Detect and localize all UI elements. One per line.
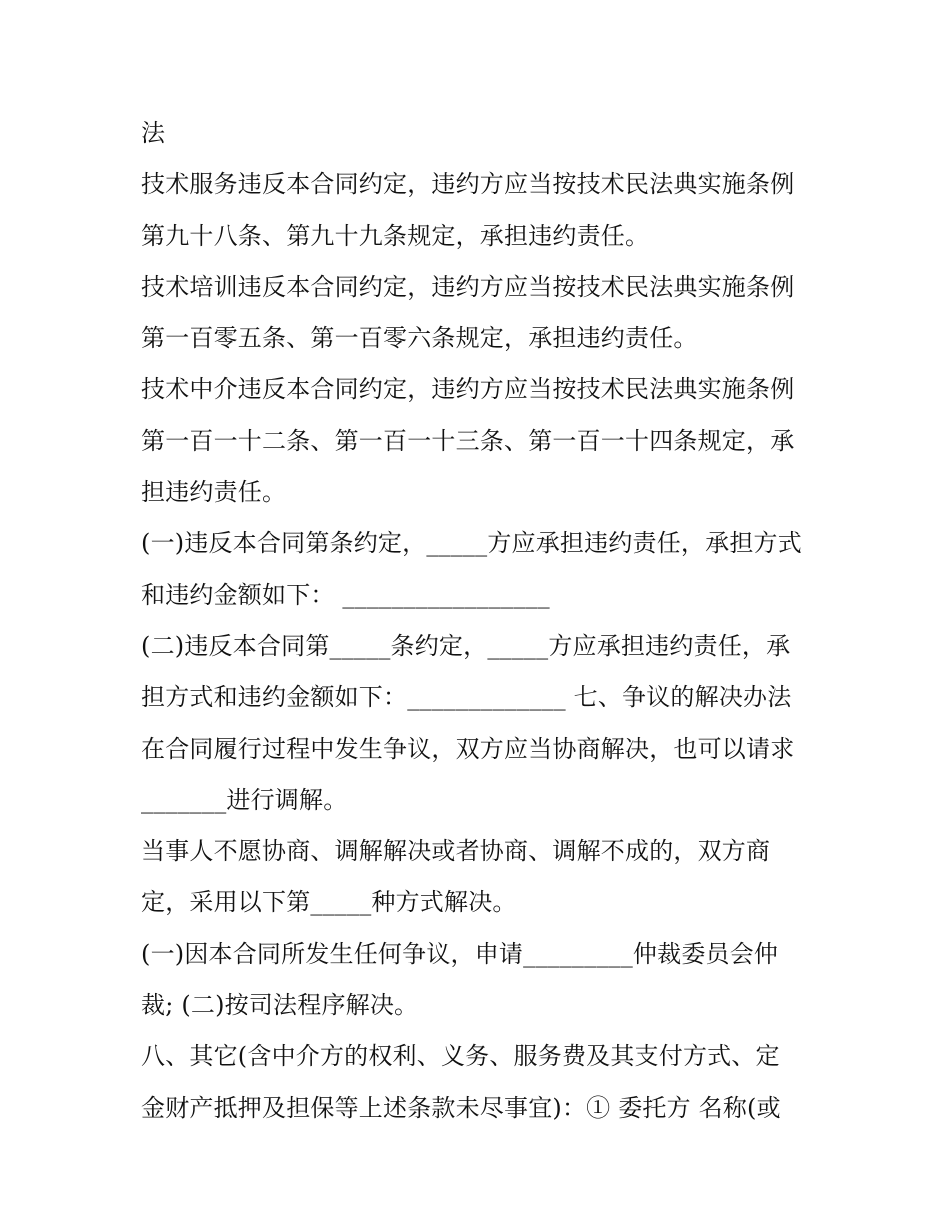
text-line-20: 金财产抵押及担保等上述条款未尽事宜)：① 委托方 名称(或 xyxy=(141,1093,781,1122)
text-line-1: 法 xyxy=(141,119,166,147)
text-line-8: 担违约责任。 xyxy=(141,478,287,507)
text-line-9: (一)违反本合同第条约定，_____方应承担违约责任，承担方式 xyxy=(141,529,802,558)
text-line-4: 技术培训违反本合同约定，违约方应当按技术民法典实施条例 xyxy=(141,272,795,301)
text-line-15: 当事人不愿协商、调解解决或者协商、调解不成的，双方商 xyxy=(141,837,771,866)
text-line-7: 第一百一十二条、第一百一十三条、第一百一十四条规定，承 xyxy=(141,426,795,455)
text-line-2: 技术服务违反本合同约定，违约方应当按技术民法典实施条例 xyxy=(141,170,795,199)
text-line-12: 担方式和违约金额如下：_____________ 七、争议的解决办法 xyxy=(141,683,792,712)
text-line-5: 第一百零五条、第一百零六条规定，承担违约责任。 xyxy=(141,324,698,353)
text-line-16: 定，采用以下第_____种方式解决。 xyxy=(141,888,517,917)
text-line-11: (二)违反本合同第_____条约定，_____方应承担违约责任，承 xyxy=(141,631,791,660)
contract-text-block xyxy=(141,108,821,1134)
text-line-19: 八、其它(含中介方的权利、义务、服务费及其支付方式、定 xyxy=(141,1042,780,1071)
text-line-6: 技术中介违反本合同约定，违约方应当按技术民法典实施条例 xyxy=(141,375,795,404)
text-line-10: 和违约金额如下： _________________ xyxy=(141,580,550,609)
text-line-14: _______进行调解。 xyxy=(141,785,348,814)
text-line-3: 第九十八条、第九十九条规定，承担违约责任。 xyxy=(141,221,650,250)
text-line-17: (一)因本合同所发生任何争议，申请_________仲裁委员会仲 xyxy=(141,939,779,968)
text-line-18: 裁; (二)按司法程序解决。 xyxy=(141,991,419,1020)
text-line-13: 在合同履行过程中发生争议，双方应当协商解决，也可以请求 xyxy=(141,734,795,763)
